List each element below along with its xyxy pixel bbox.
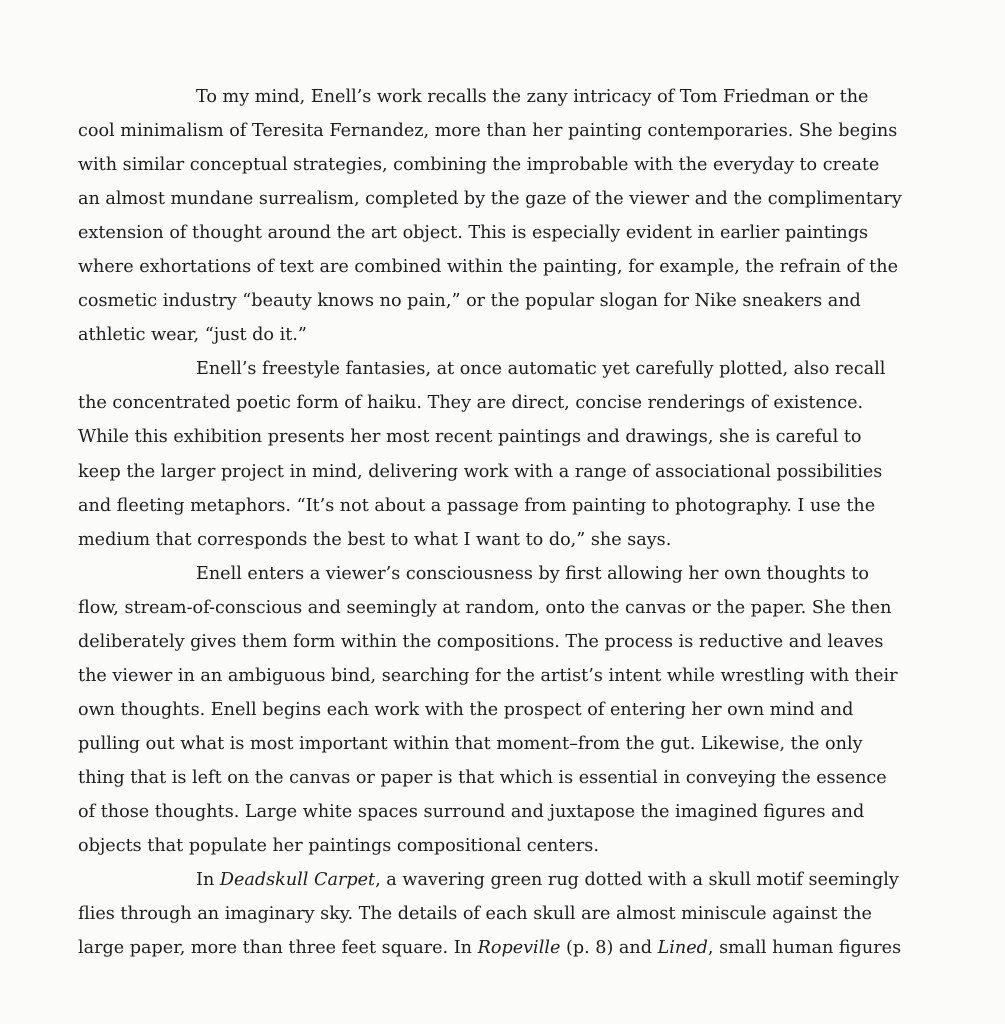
paragraph-line [78, 863, 910, 897]
paragraph-line: flow, stream-of-conscious and seemingly at random, onto the canvas or the paper. She then [78, 597, 892, 618]
paragraph-line: of those thoughts. Large white spaces surround and juxtapose the imagined figures and [78, 801, 865, 822]
paragraph-line: and fleeting metaphors. “It’s not about a passage from painting to photography. I use the [78, 495, 876, 516]
paragraph-line: Enell’s freestyle fantasies, at once automatic yet carefully plotted, also recall [196, 359, 886, 380]
paragraph-line: the concentrated poetic form of haiku. They are direct, concise renderings of existence. [78, 393, 864, 414]
line-text: large paper, more than three feet square. In [78, 938, 478, 959]
paragraph-line: an almost mundane surrealism, completed by the gaze of the viewer and the complimentary [78, 189, 902, 210]
paragraph-line: cosmetic industry “beauty knows no pain,” or the popular slogan for Nike sneakers and [78, 291, 861, 312]
paragraph-line: thing that is left on the canvas or paper is that which is essential in conveying the essence [78, 767, 887, 788]
line-text: (p. 8) and [560, 938, 658, 959]
essay-text [78, 80, 910, 965]
paragraph-4 [78, 863, 910, 965]
paragraph-1 [78, 80, 910, 352]
line-text: In [196, 870, 220, 891]
paragraph-line: To my mind, Enell’s work recalls the zany intricacy of Tom Friedman or the [196, 87, 869, 107]
paragraph-line: athletic wear, “just do it.” [78, 325, 307, 346]
paragraph-line: While this exhibition presents her most recent paintings and drawings, she is careful to [78, 427, 862, 448]
paragraph-line: cool minimalism of Teresita Fernandez, more than her painting contemporaries. She begins [78, 121, 898, 142]
artwork-title: Deadskull Carpet [219, 870, 376, 891]
paragraph-line: own thoughts. Enell begins each work with the prospect of entering her own mind and [78, 699, 854, 720]
paragraph-line: pulling out what is most important within that moment–from the gut. Likewise, the only [78, 733, 863, 754]
line-text: , small human figures [707, 938, 902, 959]
line-text: , a wavering green rug dotted with a skull motif seemingly [375, 870, 899, 891]
paragraph-line: with similar conceptual strategies, combining the improbable with the everyday to create [78, 155, 880, 176]
paragraph-line: extension of thought around the art object. This is especially evident in earlier paintings [78, 223, 869, 244]
paragraph-line: flies through an imaginary sky. The details of each skull are almost miniscule against the [78, 904, 872, 925]
paragraph-2 [78, 352, 910, 556]
paragraph-line: deliberately gives them form within the compositions. The process is reductive and leaves [78, 631, 884, 652]
artwork-title: Lined [657, 938, 708, 959]
paragraph-line: the viewer in an ambiguous bind, searching for the artist’s intent while wrestling with their [78, 665, 898, 686]
artwork-title: Ropeville [477, 938, 561, 959]
paragraph-line [78, 931, 910, 965]
paragraph-line: where exhortations of text are combined within the painting, for example, the refrain of the [78, 257, 898, 278]
paragraph-line: medium that corresponds the best to what I want to do,” she says. [78, 529, 672, 550]
paragraph-line: Enell enters a viewer’s consciousness by first allowing her own thoughts to [196, 563, 869, 584]
paragraph-3 [78, 557, 910, 863]
paragraph-line: objects that populate her paintings compositional centers. [78, 836, 599, 857]
paragraph-line: keep the larger project in mind, delivering work with a range of associational possibilities [78, 461, 883, 482]
